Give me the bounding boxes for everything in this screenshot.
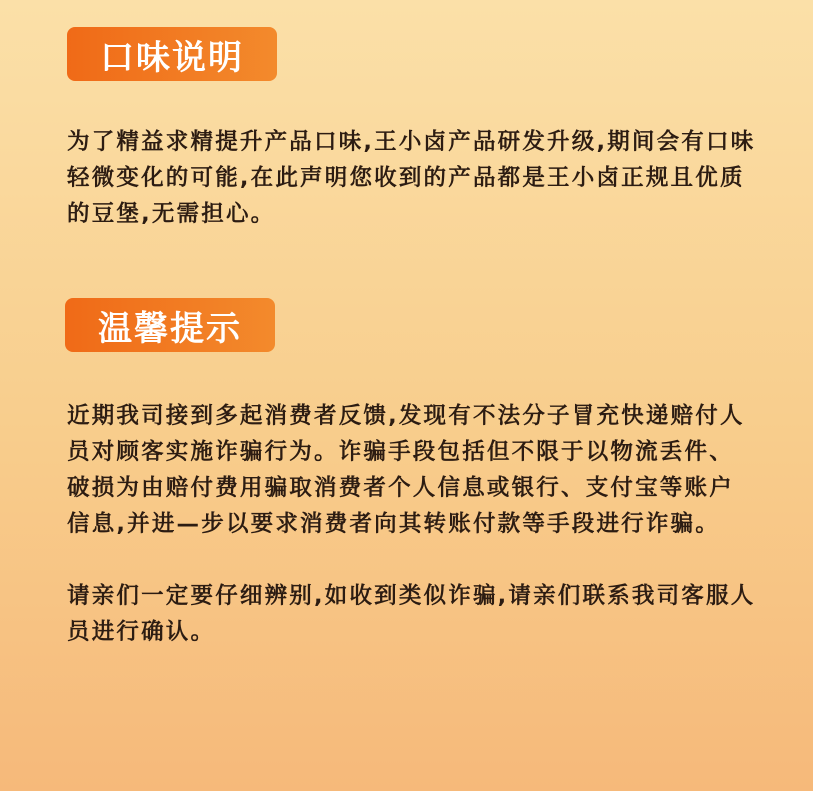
warm-tips-title: 温馨提示 <box>65 298 275 352</box>
fraud-warning-text: 近期我司接到多起消费者反馈,发现有不法分子冒充快递赔付人员对顾客实施诈骗行为。诈骗手段包括但不限于以物流丢件、破损为由赔付费用骗取消费者个人信息或银行、支付宝等账户信息,并进—步以要求消费者向其转账付款等手段进行诈骗。 <box>67 403 745 537</box>
flavor-notice-title: 口味说明 <box>67 27 277 81</box>
flavor-notice-text: 为了精益求精提升产品口味,王小卤产品研发升级,期间会有口味轻微变化的可能,在此声明您收到的产品都是王小卤正规且优质的豆堡,无需担心。 <box>67 129 756 227</box>
contact-service-text: 请亲们一定要仔细辨别,如收到类似诈骗,请亲们联系我司客服人员进行确认。 <box>67 583 756 645</box>
